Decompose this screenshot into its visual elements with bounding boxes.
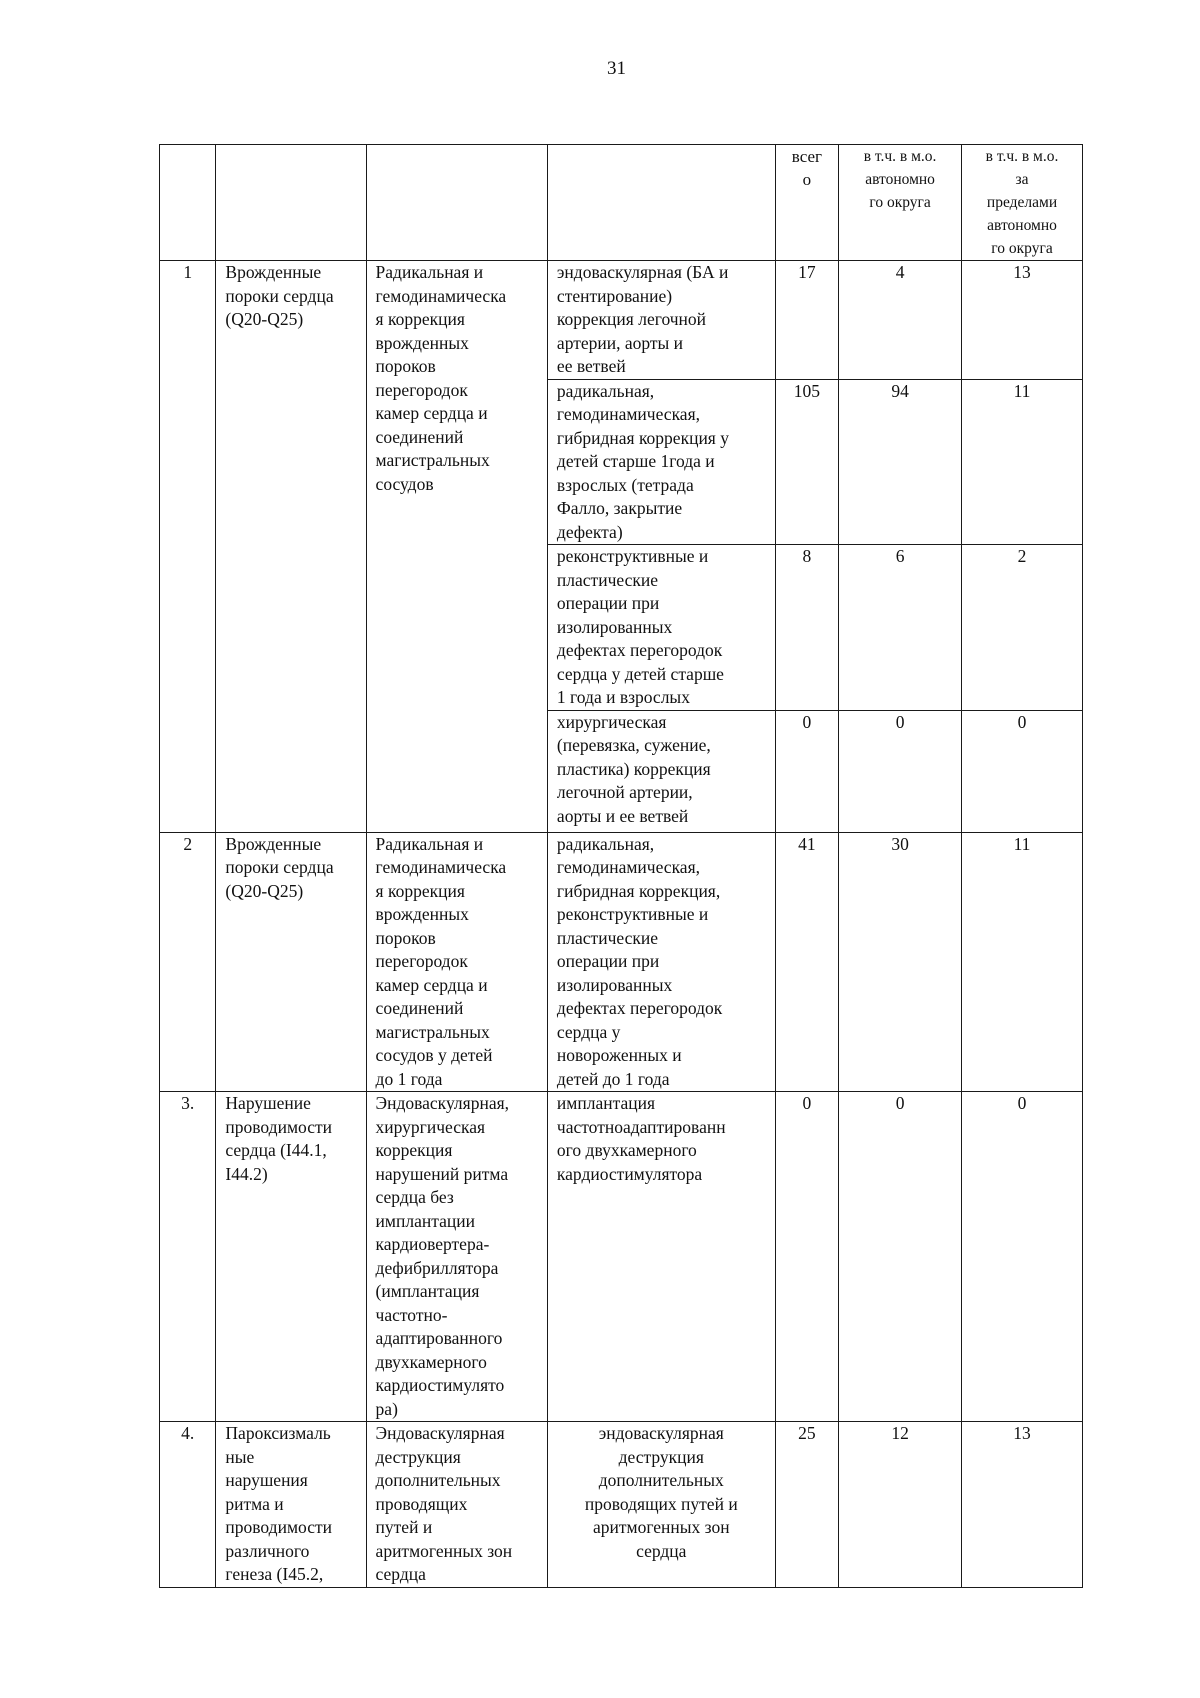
procedures-table [159,144,1083,1588]
in-okrug-cell: 94 [839,379,962,545]
disease-cell: Пароксизмаль ные нарушения ритма и проводимости различного генеза (I45.2, [216,1422,366,1588]
row-number: 3. [160,1092,216,1422]
disease-cell: Нарушение проводимости сердца (I44.1, I44.2) [216,1092,366,1422]
header-empty-treatment [366,145,547,261]
outside-okrug-cell: 13 [962,261,1083,380]
method-cell: хирургическая (перевязка, сужение, пластика) коррекция легочной артерии, аорты и ее ветвей [547,710,775,832]
table-row [160,832,1083,1092]
in-okrug-cell: 0 [839,1092,962,1422]
header-in-okrug: в т.ч. в м.о. автономно го округа [839,145,962,261]
method-cell: эндоваскулярная деструкция дополнительных проводящих путей и аритмогенных зон сердца [547,1422,775,1588]
method-cell: радикальная, гемодинамическая, гибридная коррекция у детей старше 1года и взрослых (тетрада Фалло, закрытие дефекта) [547,379,775,545]
in-okrug-cell: 30 [839,832,962,1092]
outside-okrug-cell: 0 [962,1092,1083,1422]
outside-okrug-cell: 0 [962,710,1083,832]
method-cell: имплантация частотноадаптированн ого двухкамерного кардиостимулятора [547,1092,775,1422]
outside-okrug-cell: 2 [962,545,1083,711]
in-okrug-cell: 6 [839,545,962,711]
outside-okrug-cell: 11 [962,832,1083,1092]
total-cell: 25 [775,1422,838,1588]
in-okrug-cell: 4 [839,261,962,380]
method-cell: эндоваскулярная (БА и стентирование) коррекция легочной артерии, аорты и ее ветвей [547,261,775,380]
table-header-row [160,145,1083,261]
page-number: 31 [607,58,626,79]
row-number: 2 [160,832,216,1092]
header-empty-method [547,145,775,261]
outside-okrug-cell: 11 [962,379,1083,545]
row-number: 1 [160,261,216,833]
header-empty-disease [216,145,366,261]
total-cell: 41 [775,832,838,1092]
header-outside-okrug: в т.ч. в м.о. за пределами автономно го округа [962,145,1083,261]
table-row [160,1092,1083,1422]
treatment-cell: Радикальная и гемодинамическа я коррекция врожденных пороков перегородок камер сердца и соединений магистральных сосудов [366,261,547,833]
total-cell: 0 [775,710,838,832]
treatment-cell: Эндоваскулярная деструкция дополнительных проводящих путей и аритмогенных зон сердца [366,1422,547,1588]
method-cell: радикальная, гемодинамическая, гибридная коррекция, реконструктивные и пластические операции при изолированных дефектах перегородок сердца у новороженных и детей до 1 года [547,832,775,1092]
treatment-cell: Эндоваскулярная, хирургическая коррекция нарушений ритма сердца без имплантации кардиовертера- дефибриллятора (имплантация частотно- адаптированного двухкамерного кардиостимулято ра) [366,1092,547,1422]
total-cell: 0 [775,1092,838,1422]
table-row [160,1422,1083,1588]
in-okrug-cell: 12 [839,1422,962,1588]
total-cell: 105 [775,379,838,545]
total-cell: 17 [775,261,838,380]
treatment-cell: Радикальная и гемодинамическа я коррекция врожденных пороков перегородок камер сердца и соединений магистральных сосудов у детей до 1 года [366,832,547,1092]
table-row [160,261,1083,380]
row-number: 4. [160,1422,216,1588]
disease-cell: Врожденные пороки сердца (Q20-Q25) [216,832,366,1092]
in-okrug-cell: 0 [839,710,962,832]
method-cell: реконструктивные и пластические операции при изолированных дефектах перегородок сердца у детей старше 1 года и взрослых [547,545,775,711]
header-empty-num [160,145,216,261]
disease-cell: Врожденные пороки сердца (Q20-Q25) [216,261,366,833]
header-total: всег о [775,145,838,261]
total-cell: 8 [775,545,838,711]
outside-okrug-cell: 13 [962,1422,1083,1588]
